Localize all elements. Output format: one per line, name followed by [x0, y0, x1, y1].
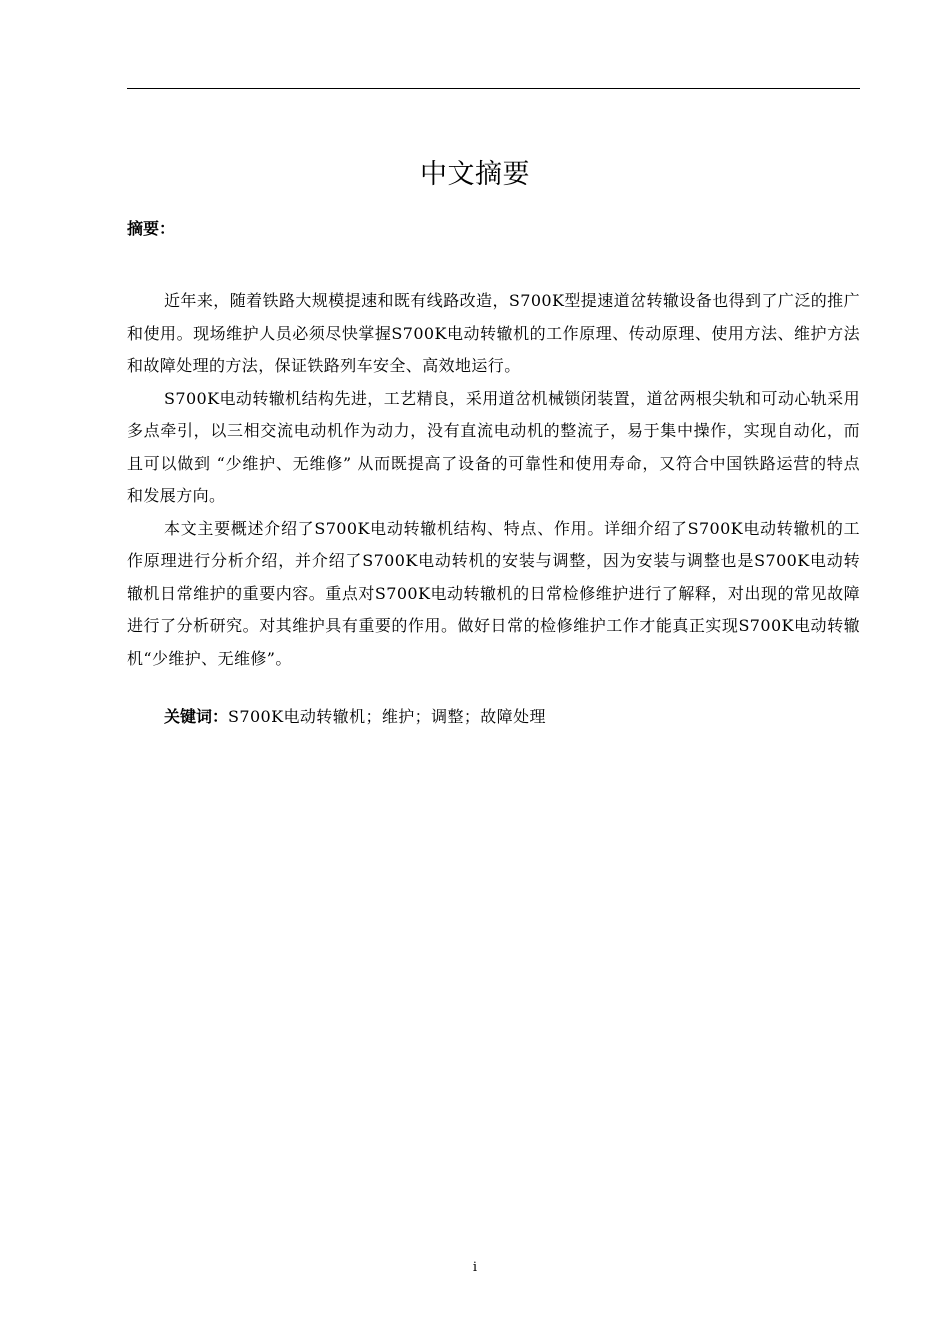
abstract-label: 摘要： — [127, 219, 176, 238]
abstract-paragraph-2: S700K电动转辙机结构先进，工艺精良，采用道岔机械锁闭装置，道岔两根尖轨和可动心轨采用多点牵引，以三相交流电动机作为动力，没有直流电动机的整流子，易于集中操作，实现自动化，而且可以做到 “少维护、无维修” 从而既提高了设备的可靠性和使用寿命，又符合中国铁路运营的特点和发展方向。 — [127, 388, 860, 505]
keywords-label: 关键词： — [164, 707, 229, 726]
page-title: 中文摘要 — [420, 159, 530, 190]
abstract-paragraph-1: 近年来，随着铁路大规模提速和既有线路改造，S700K型提速道岔转辙设备也得到了广泛的推广和使用。现场维护人员必须尽快掌握S700K电动转辙机的工作原理、传动原理、使用方法、维护方法和故障处理的方法，保证铁路列车安全、高效地运行。 — [127, 291, 860, 375]
header-rule — [127, 88, 860, 89]
abstract-body — [127, 285, 860, 675]
abstract-paragraph-3: 本文主要概述介绍了S700K电动转辙机结构、特点、作用。详细介绍了S700K电动转辙机的工作原理进行分析介绍，并介绍了S700K电动转机的安装与调整，因为安装与调整也是S700K电动转辙机日常维护的重要内容。重点对S700K电动转辙机的日常检修维护进行了解释，对出现的常见故障进行了分析研究。对其维护具有重要的作用。做好日常的检修维护工作才能真正实现S700K电动转辙机“少维护、无维修”。 — [127, 518, 860, 668]
page-number: i — [472, 1260, 478, 1275]
keywords-value: S700K电动转辙机；维护；调整；故障处理 — [228, 707, 546, 726]
keywords-line — [164, 703, 546, 731]
